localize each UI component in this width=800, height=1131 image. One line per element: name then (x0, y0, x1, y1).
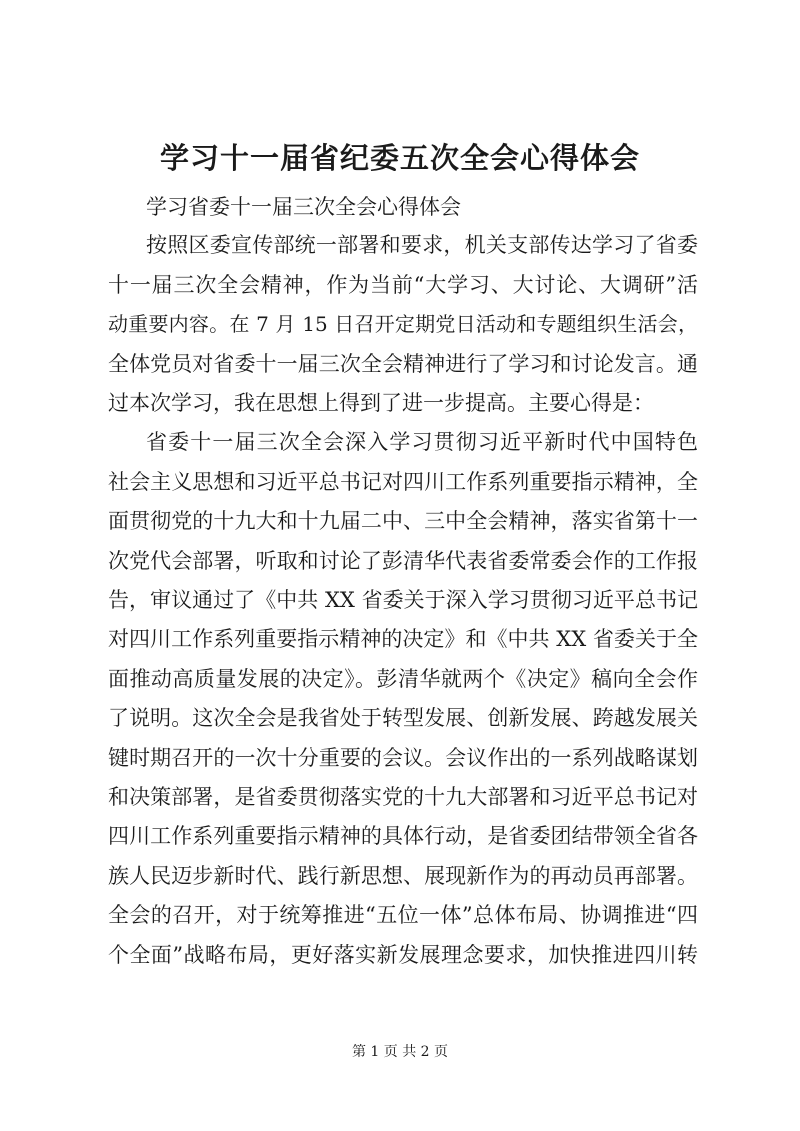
paragraph-2-line: 告，审议通过了《中共 XX 省委关于深入学习贯彻习近平总书记 (108, 588, 698, 612)
paragraph-1-line: 动重要内容。在 7 月 15 日召开定期党日活动和专题组织生活会， (108, 312, 698, 336)
paragraph-1-line: 十一届三次全会精神，作为当前“大学习、大讨论、大调研”活 (108, 273, 698, 297)
page-number-footer: 第 1 页 共 2 页 (351, 1044, 449, 1060)
paragraph-1-line: 按照区委宣传部统一部署和要求，机关支部传达学习了省委 (146, 233, 698, 257)
paragraph-2-line: 全会的召开，对于统筹推进“五位一体”总体布局、协调推进“四 (108, 903, 698, 927)
paragraph-2-line: 省委十一届三次全会深入学习贯彻习近平新时代中国特色 (146, 430, 698, 454)
paragraph-2-line: 和决策部署，是省委贯彻落实党的十九大部署和习近平总书记对 (108, 785, 698, 809)
paragraph-2-line: 四川工作系列重要指示精神的具体行动，是省委团结带领全省各 (108, 824, 698, 848)
paragraph-2-line: 面贯彻党的十九大和十九届二中、三中全会精神，落实省第十一 (108, 509, 698, 533)
paragraph-2-line: 键时期召开的一次十分重要的会议。会议作出的一系列战略谋划 (108, 746, 698, 770)
paragraph-2-line: 次党代会部署，听取和讨论了彭清华代表省委常委会作的工作报 (108, 549, 698, 573)
paragraph-1-line: 全体党员对省委十一届三次全会精神进行了学习和讨论发言。通 (108, 352, 698, 376)
document-title: 学习十一届省纪委五次全会心得体会 (159, 141, 640, 175)
document-subtitle: 学习省委十一届三次全会心得体会 (146, 195, 461, 219)
paragraph-1-line: 过本次学习，我在思想上得到了进一步提高。主要心得是： (108, 391, 654, 415)
paragraph-2-line: 了说明。这次全会是我省处于转型发展、创新发展、跨越发展关 (108, 706, 698, 730)
paragraph-2-line: 对四川工作系列重要指示精神的决定》和《中共 XX 省委关于全 (108, 627, 698, 651)
paragraph-2-line: 个全面”战略布局，更好落实新发展理念要求，加快推进四川转 (108, 943, 698, 967)
paragraph-2-line: 社会主义思想和习近平总书记对四川工作系列重要指示精神，全 (108, 470, 698, 494)
paragraph-2-line: 族人民迈步新时代、践行新思想、展现新作为的再动员再部署。 (108, 864, 698, 888)
paragraph-2-line: 面推动高质量发展的决定》。彭清华就两个《决定》稿向全会作 (108, 667, 698, 691)
